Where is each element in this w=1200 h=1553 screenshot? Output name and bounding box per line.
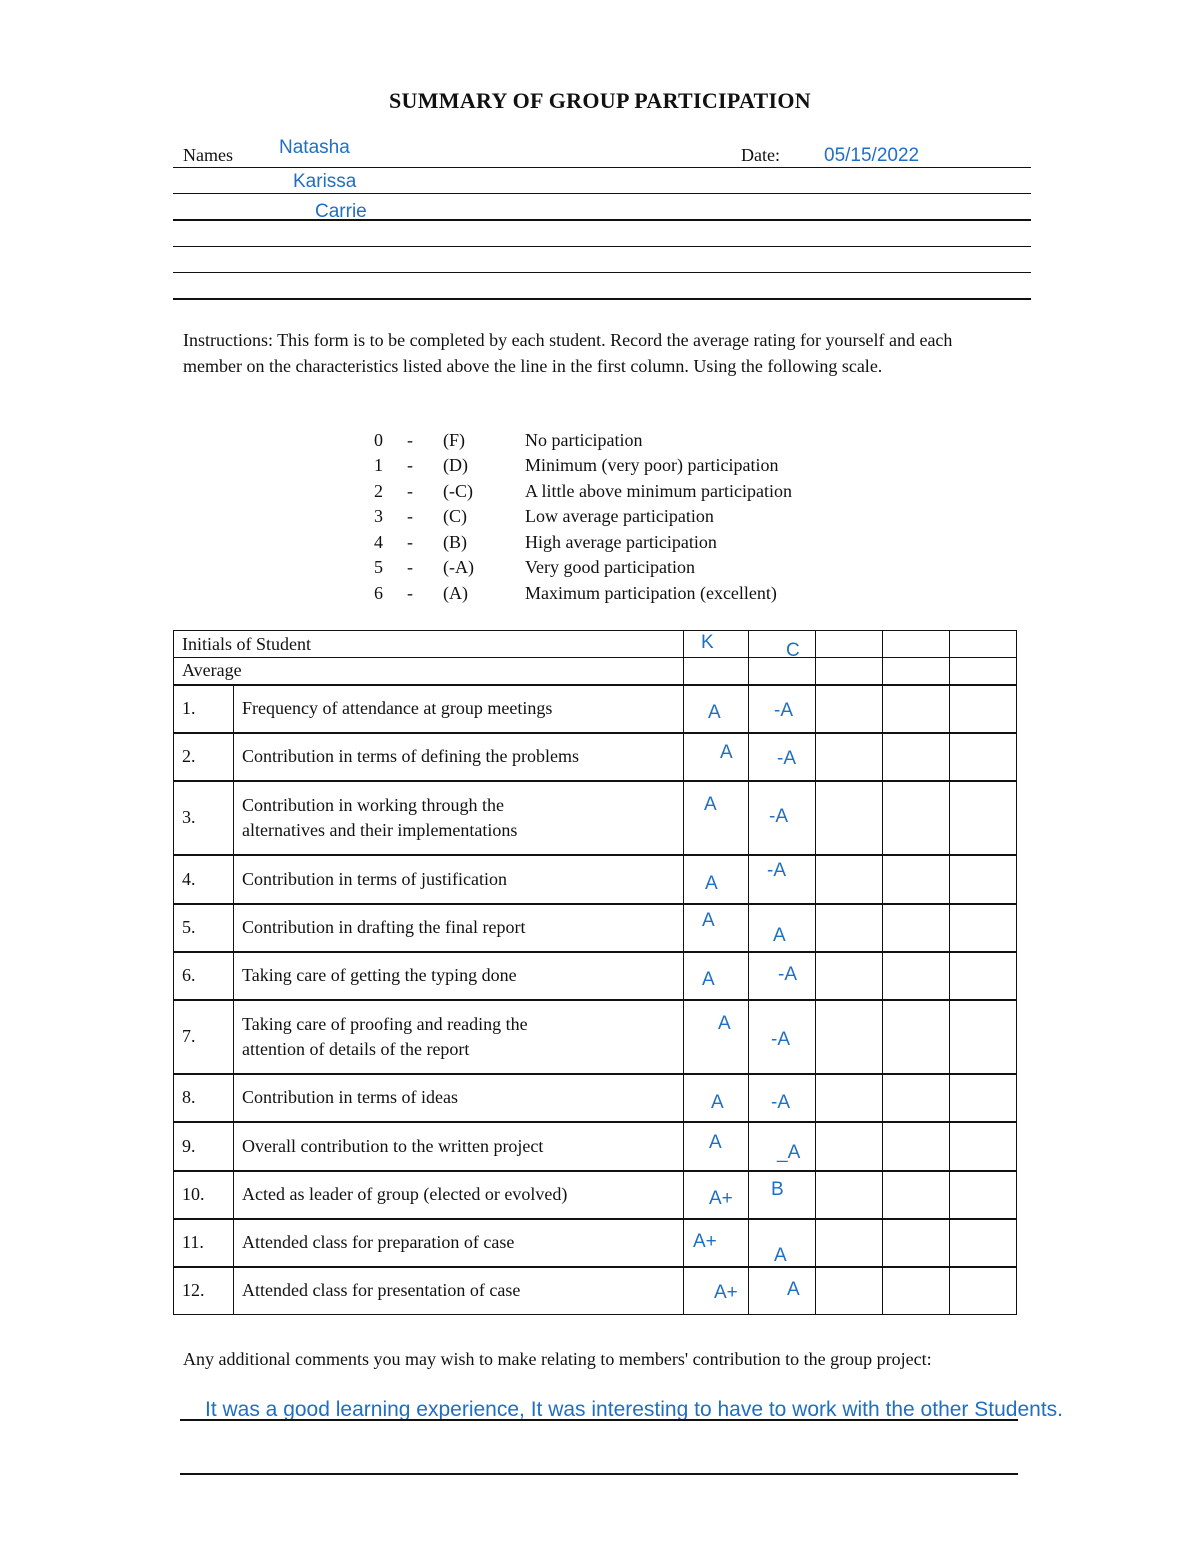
grade-cell[interactable]	[816, 685, 883, 733]
grade-cell[interactable]	[749, 952, 816, 1000]
grade-c: -A	[778, 963, 797, 985]
grade-cell[interactable]	[950, 733, 1017, 781]
row-number: 4.	[174, 855, 234, 904]
date-label: Date:	[741, 145, 780, 165]
criterion-label	[234, 1000, 684, 1074]
grade-cell[interactable]	[883, 952, 950, 1000]
comments-prompt: Any additional comments you may wish to make relating to members' contribution to the group project:	[183, 1349, 932, 1369]
scale-number: 6	[374, 583, 383, 603]
grade-cell[interactable]	[816, 1000, 883, 1074]
grade-cell[interactable]	[950, 1219, 1017, 1267]
grade-cell[interactable]	[883, 1074, 950, 1122]
table-row	[174, 952, 1017, 1000]
table-row	[174, 904, 1017, 952]
criterion-label: Taking care of getting the typing done	[234, 952, 684, 1000]
name-line-3	[173, 219, 1031, 221]
scale-description: Low average participation	[525, 506, 714, 526]
scale-dash: -	[407, 557, 413, 577]
grade-k: A	[709, 1131, 722, 1153]
grade-cell[interactable]	[684, 1171, 749, 1219]
row-number: 3.	[174, 781, 234, 855]
grade-cell[interactable]	[816, 1219, 883, 1267]
grade-c: A	[787, 1278, 800, 1300]
initials-row	[174, 631, 1017, 658]
scale-description: High average participation	[525, 532, 717, 552]
initial-k: K	[701, 632, 714, 653]
scale-description: A little above minimum participation	[525, 481, 792, 501]
grade-k: A	[705, 872, 718, 894]
grade-cell[interactable]	[749, 1219, 816, 1267]
initials-cell-1[interactable]	[684, 631, 749, 658]
average-cell[interactable]	[883, 658, 950, 685]
initials-cell-3[interactable]	[816, 631, 883, 658]
rating-table	[173, 630, 1017, 1315]
grade-k: A	[711, 1091, 724, 1113]
grade-cell[interactable]	[684, 1122, 749, 1171]
average-cell[interactable]	[816, 658, 883, 685]
grade-c: A	[773, 924, 786, 946]
grade-cell[interactable]	[883, 904, 950, 952]
scale-grade: (A)	[443, 583, 468, 603]
grade-cell[interactable]	[749, 1074, 816, 1122]
instructions: Instructions: This form is to be completed by each student. Record the average rating for yourself and each member on the characteristics listed above the line in the first column. Using the following scale.	[183, 330, 953, 376]
grade-cell[interactable]	[883, 733, 950, 781]
comments-response[interactable]: It was a good learning experience, It was interesting to have to work with the other Students.	[205, 1398, 1063, 1421]
scale-number: 0	[374, 430, 383, 450]
grade-cell[interactable]	[816, 952, 883, 1000]
grade-cell[interactable]	[950, 904, 1017, 952]
grade-cell[interactable]	[950, 781, 1017, 855]
row-number: 2.	[174, 733, 234, 781]
scale-dash: -	[407, 430, 413, 450]
criterion-label: Contribution in terms of justification	[234, 855, 684, 904]
grade-cell[interactable]	[883, 1171, 950, 1219]
name-line-1	[173, 167, 1031, 168]
grade-cell[interactable]	[684, 733, 749, 781]
grade-cell[interactable]	[749, 855, 816, 904]
grade-cell[interactable]	[883, 781, 950, 855]
grade-cell[interactable]	[749, 1000, 816, 1074]
page-title: SUMMARY OF GROUP PARTICIPATION	[389, 88, 811, 113]
average-cell[interactable]	[950, 658, 1017, 685]
name-line-5	[173, 272, 1031, 273]
scale-number: 4	[374, 532, 383, 552]
grade-cell[interactable]	[749, 685, 816, 733]
grade-cell[interactable]	[684, 1219, 749, 1267]
criterion-label-line-2: alternatives and their implementations	[242, 819, 518, 840]
scale-grade: (D)	[443, 455, 468, 475]
scale-dash: -	[407, 481, 413, 501]
grade-c: -A	[771, 1091, 790, 1113]
grade-cell[interactable]	[684, 1267, 749, 1315]
scale-grade: (B)	[443, 532, 467, 552]
names-label: Names	[183, 145, 233, 165]
criterion-label: Frequency of attendance at group meetings	[234, 685, 684, 733]
grade-cell[interactable]	[749, 733, 816, 781]
grade-cell[interactable]	[749, 1122, 816, 1171]
grade-cell[interactable]	[950, 855, 1017, 904]
grade-k: A+	[709, 1187, 733, 1209]
initials-cell-2[interactable]	[749, 631, 816, 661]
table-row	[174, 1219, 1017, 1267]
scale-grade: (-A)	[443, 557, 474, 577]
grade-cell[interactable]	[684, 1074, 749, 1122]
grade-cell[interactable]	[684, 952, 749, 1000]
criterion-label-line-1: Taking care of proofing and reading the	[242, 1013, 528, 1034]
grade-cell[interactable]	[684, 904, 749, 952]
scale-description: Very good participation	[525, 557, 695, 577]
scale-number: 5	[374, 557, 383, 577]
grade-cell[interactable]	[749, 904, 816, 952]
grade-cell[interactable]	[883, 1122, 950, 1171]
scale-grade: (C)	[443, 506, 467, 526]
initial-c: C	[786, 640, 800, 661]
grade-c: A	[774, 1244, 787, 1266]
grade-cell[interactable]	[950, 1267, 1017, 1315]
grade-cell[interactable]	[816, 1074, 883, 1122]
date-value[interactable]: 05/15/2022	[824, 145, 920, 166]
scale-grade: (F)	[443, 430, 465, 450]
average-row	[174, 658, 1017, 685]
row-number: 1.	[174, 685, 234, 733]
scale-dash: -	[407, 455, 413, 475]
initials-cell-4[interactable]	[883, 631, 950, 658]
table-row	[174, 1074, 1017, 1122]
grade-cell[interactable]	[816, 781, 883, 855]
criterion-label-line-2: attention of details of the report	[242, 1038, 470, 1059]
criterion-label: Contribution in terms of defining the problems	[234, 733, 684, 781]
grade-cell[interactable]	[749, 781, 816, 855]
grade-k: A	[702, 968, 715, 990]
name-line-2	[173, 193, 1031, 194]
table-row	[174, 1171, 1017, 1219]
grade-cell[interactable]	[883, 1219, 950, 1267]
grade-cell[interactable]	[883, 855, 950, 904]
grade-k: A	[718, 1012, 731, 1034]
grade-k: A	[704, 793, 717, 815]
row-number: 7.	[174, 1000, 234, 1074]
average-cell[interactable]	[749, 658, 816, 685]
grade-cell[interactable]	[883, 1000, 950, 1074]
name-field-2[interactable]: Karissa	[293, 171, 357, 192]
grade-cell[interactable]	[816, 733, 883, 781]
grade-cell[interactable]	[950, 685, 1017, 733]
grade-cell[interactable]	[816, 1171, 883, 1219]
initials-label: Initials of Student	[174, 631, 684, 658]
grade-cell[interactable]	[684, 1000, 749, 1074]
average-cell[interactable]	[684, 658, 749, 685]
grade-c: B	[771, 1178, 784, 1200]
scale-dash: -	[407, 506, 413, 526]
grade-k: A+	[693, 1230, 717, 1252]
grade-k: A+	[714, 1281, 738, 1303]
name-field-1[interactable]: Natasha	[279, 137, 350, 158]
criterion-label: Contribution in terms of ideas	[234, 1074, 684, 1122]
scale-description: Maximum participation (excellent)	[525, 583, 777, 603]
criterion-label: Overall contribution to the written project	[234, 1122, 684, 1171]
grade-cell[interactable]	[950, 1122, 1017, 1171]
grade-c: -A	[774, 699, 793, 721]
name-line-4	[173, 246, 1031, 247]
scale-dash: -	[407, 532, 413, 552]
criterion-label: Attended class for preparation of case	[234, 1219, 684, 1267]
average-label: Average	[174, 658, 684, 685]
criterion-label: Acted as leader of group (elected or evolved)	[234, 1171, 684, 1219]
table-row	[174, 1000, 1017, 1074]
table-row	[174, 1267, 1017, 1315]
grade-k: A	[702, 909, 715, 931]
name-line-6	[173, 298, 1031, 300]
table-row	[174, 781, 1017, 855]
comment-line-1	[180, 1419, 1018, 1421]
grade-cell[interactable]	[950, 1171, 1017, 1219]
table-row	[174, 685, 1017, 733]
row-number: 9.	[174, 1122, 234, 1171]
grade-cell[interactable]	[816, 1122, 883, 1171]
row-number: 12.	[174, 1267, 234, 1315]
grade-cell[interactable]	[883, 685, 950, 733]
grade-c: -A	[771, 1028, 790, 1050]
comment-line-2	[180, 1473, 1018, 1475]
criterion-label: Attended class for presentation of case	[234, 1267, 684, 1315]
grade-c: _A	[777, 1141, 801, 1163]
grade-c: -A	[767, 859, 786, 881]
row-number: 6.	[174, 952, 234, 1000]
grade-cell[interactable]	[684, 685, 749, 733]
grade-cell[interactable]	[883, 1267, 950, 1315]
scale-dash: -	[407, 583, 413, 603]
criterion-label-line-1: Contribution in working through the	[242, 794, 504, 815]
scale-number: 2	[374, 481, 383, 501]
table-row	[174, 855, 1017, 904]
scale-number: 1	[374, 455, 383, 475]
row-number: 10.	[174, 1171, 234, 1219]
grade-cell[interactable]	[749, 1171, 816, 1219]
grade-cell[interactable]	[684, 781, 749, 855]
grade-cell[interactable]	[816, 904, 883, 952]
scale-description: Minimum (very poor) participation	[525, 455, 779, 475]
grade-cell[interactable]	[684, 855, 749, 904]
scale-grade: (-C)	[443, 481, 473, 501]
grade-cell[interactable]	[816, 855, 883, 904]
initials-cell-5[interactable]	[950, 631, 1017, 658]
row-number: 11.	[174, 1219, 234, 1267]
grade-k: A	[708, 701, 721, 723]
grade-c: -A	[769, 805, 788, 827]
grade-c: -A	[777, 747, 796, 769]
row-number: 8.	[174, 1074, 234, 1122]
criterion-label	[234, 781, 684, 855]
scale-number: 3	[374, 506, 383, 526]
grade-cell[interactable]	[950, 1074, 1017, 1122]
grade-cell[interactable]	[816, 1267, 883, 1315]
scale-description: No participation	[525, 430, 643, 450]
grade-k: A	[720, 741, 733, 763]
row-number: 5.	[174, 904, 234, 952]
grade-cell[interactable]	[749, 1267, 816, 1315]
grade-cell[interactable]	[950, 952, 1017, 1000]
table-row	[174, 733, 1017, 781]
table-row	[174, 1122, 1017, 1171]
name-field-3[interactable]: Carrie	[315, 201, 367, 222]
criterion-label: Contribution in drafting the final report	[234, 904, 684, 952]
grade-cell[interactable]	[950, 1000, 1017, 1074]
